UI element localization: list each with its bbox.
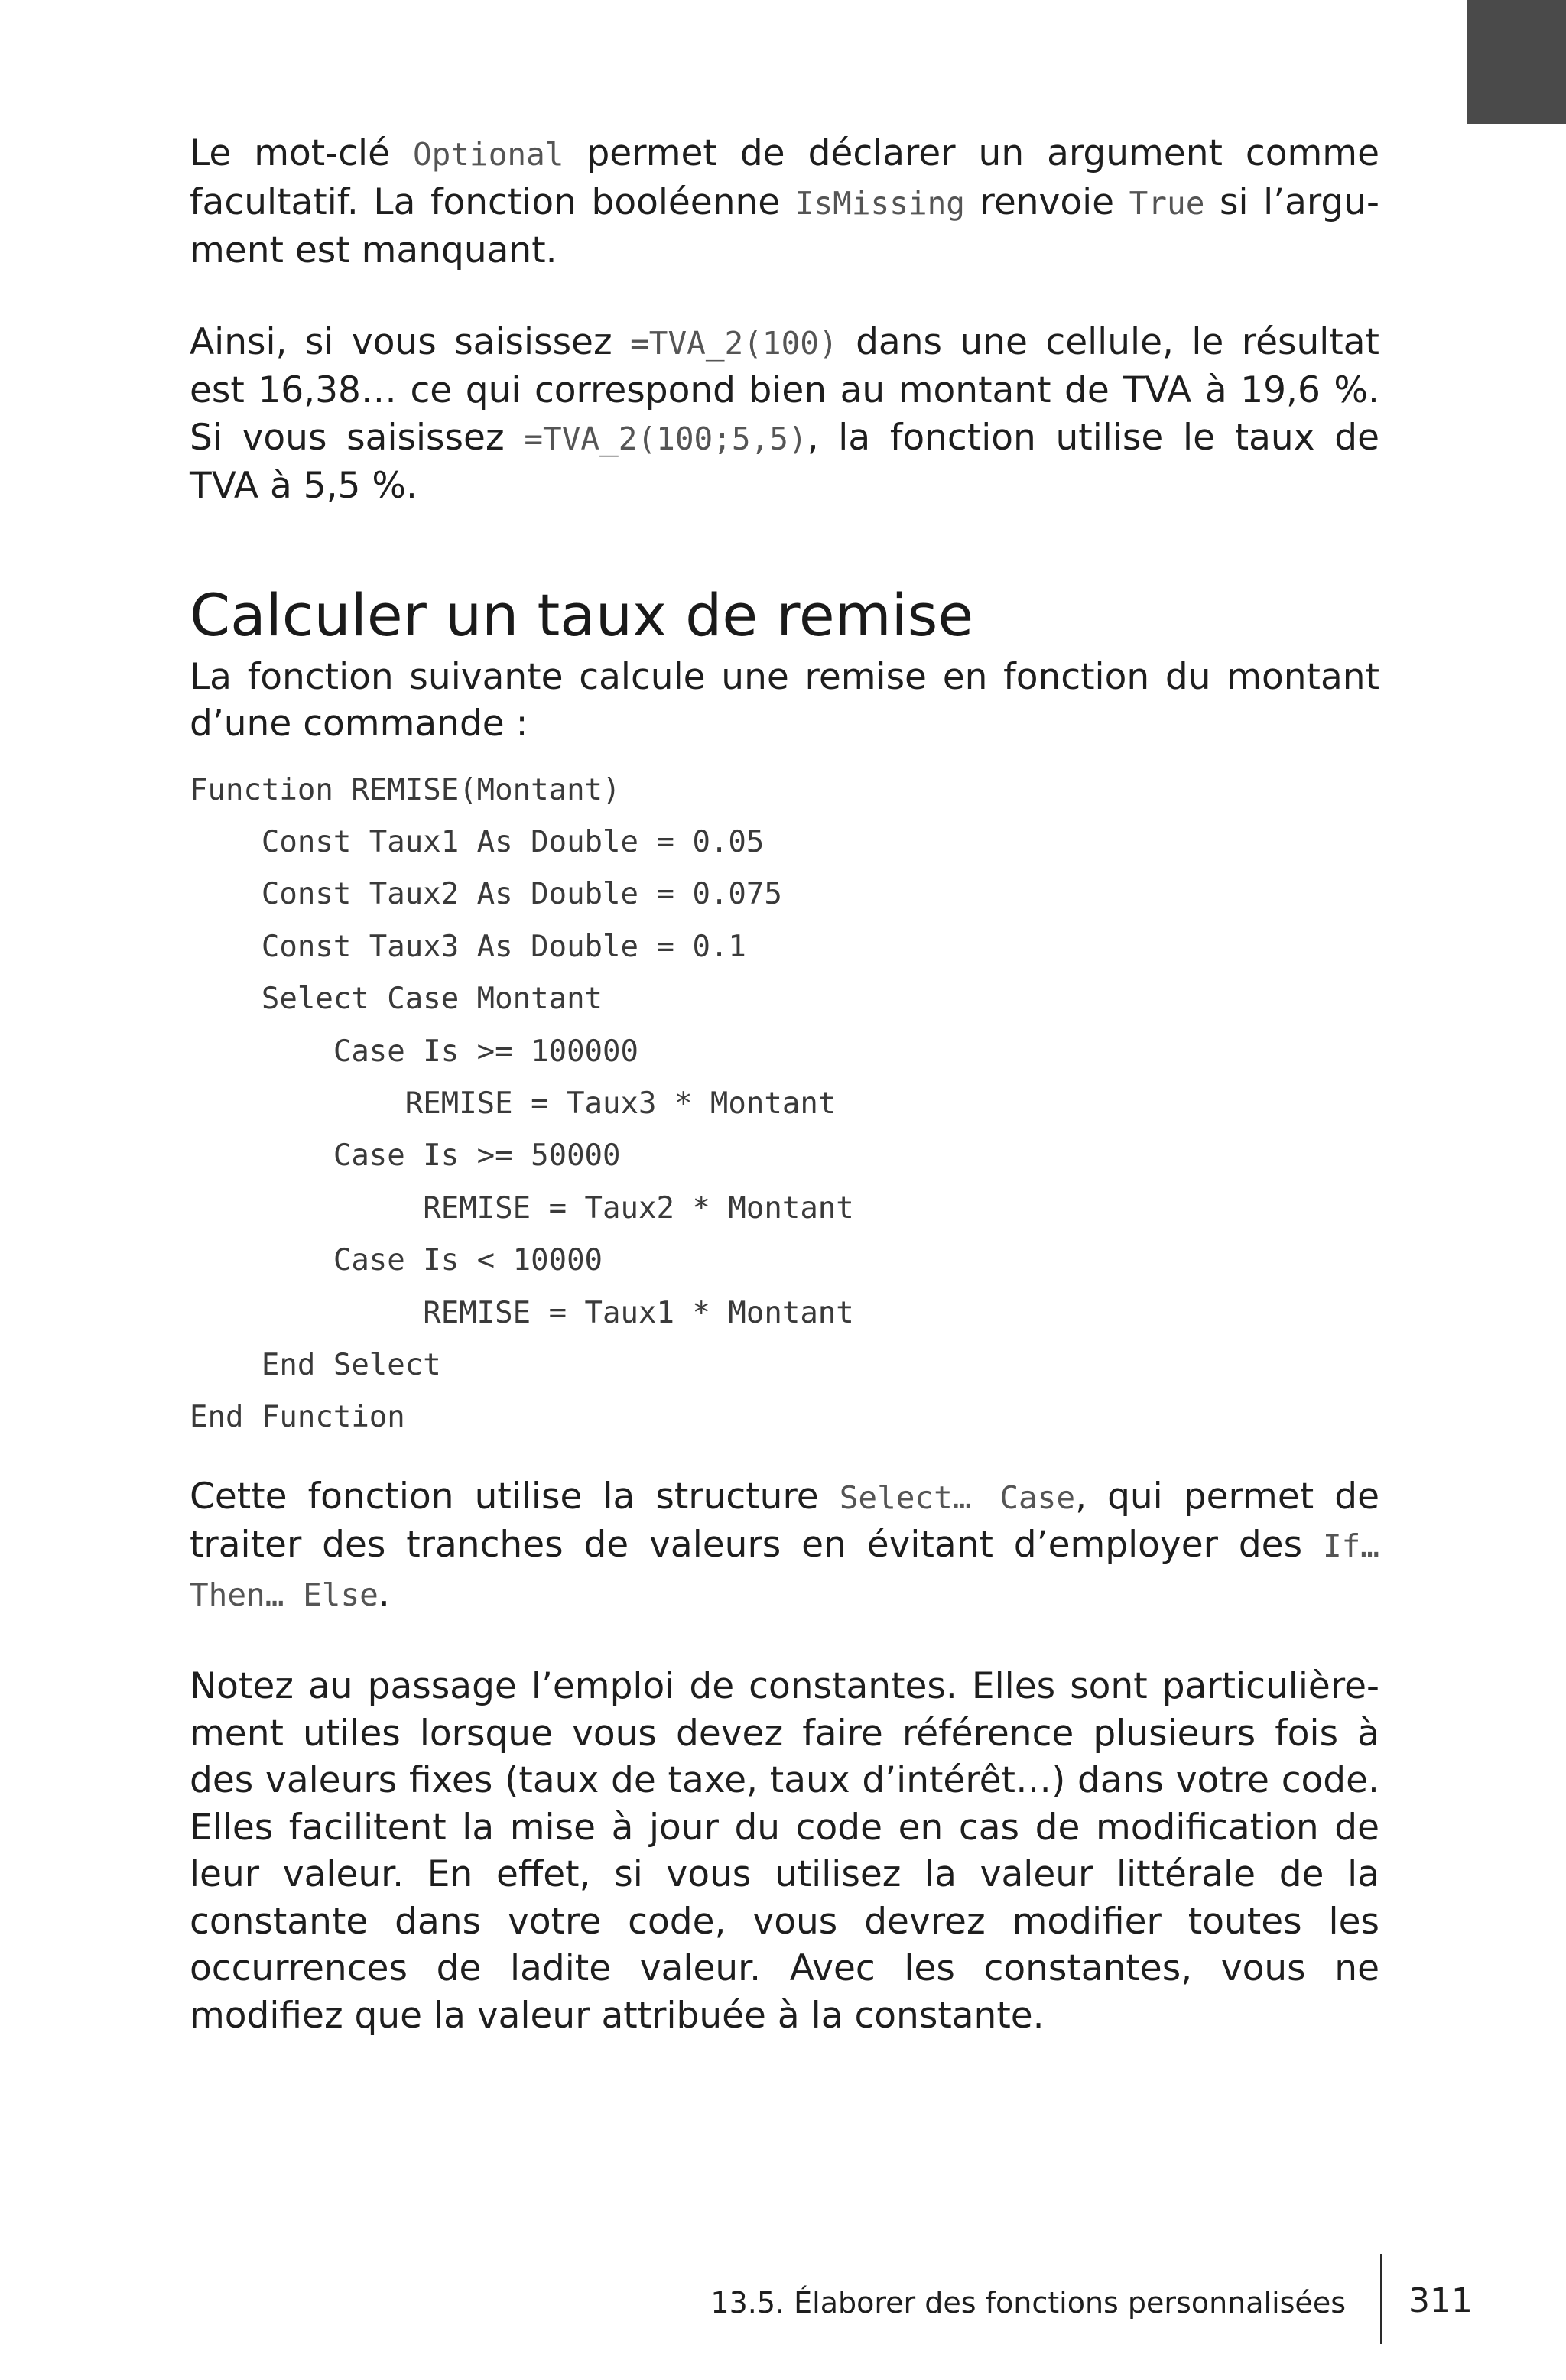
text-run: si l’argument est manquant. [190, 180, 1380, 271]
code-line: Case Is >= 50000 [190, 1138, 621, 1174]
text-run: permet de déclarer un argument comme facultatif. La fonction booléenne [190, 132, 1379, 223]
code-line: Case Is >= 100000 [190, 1034, 638, 1069]
page-footer [0, 2254, 1566, 2346]
code-ismissing: IsMissing [794, 184, 965, 222]
footer-divider [1380, 2254, 1382, 2344]
running-footer-section: 13.5. Élaborer des fonctions personnalisées [710, 2286, 1346, 2320]
code-select-case: Select… Case [839, 1479, 1076, 1516]
code-line: REMISE = Taux2 * Montant [190, 1190, 854, 1226]
code-line: Function REMISE(Montant) [190, 772, 621, 807]
text-run: Cette fonction utilise la structure [190, 1475, 840, 1518]
text-run: renvoie [964, 180, 1129, 223]
paragraph-select-case [190, 1473, 1379, 1619]
code-line: End Select [190, 1347, 441, 1382]
page-body [190, 130, 1379, 2039]
code-tva-100-55: =TVA_2(100;5,5) [524, 420, 807, 457]
paragraph-optional-keyword [190, 130, 1379, 274]
code-optional: Optional [413, 136, 564, 173]
section-intro: La fonction suivante calcule une remise en fonction du montant d’une commande : [190, 655, 1379, 745]
section-heading: Calculer un taux de remise [190, 580, 974, 649]
text-run: , qui permet de traiter des tranches de valeurs en évitant d’employer des [190, 1475, 1379, 1567]
code-line: Select Case Montant [190, 982, 603, 1017]
code-line: Const Taux3 As Double = 0.1 [190, 929, 746, 964]
chapter-tab-marker [1467, 0, 1566, 124]
code-line: End Function [190, 1400, 405, 1435]
code-line: Const Taux1 As Double = 0.05 [190, 824, 765, 859]
code-true: True [1129, 184, 1205, 222]
code-line: Case Is < 10000 [190, 1243, 603, 1278]
code-line: Const Taux2 As Double = 0.075 [190, 877, 782, 912]
paragraph-constants: Notez au passage l’emploi de constantes. Elles sont particulièrement utiles lorsque vous devez faire référence plusieurs fois à des valeurs fixes (taux de taxe, taux d’intérêt…) dans votre code. Elles facilitent la mise à jour du code en cas de modification de leur valeur. En effet, si vous utilisez la valeur littérale de la constante dans votre code, vous devrez modifier toutes les occurrences de ladite valeur. Avec les constantes, vous ne modifiez que la valeur attribuée à la constante. [190, 1665, 1379, 2037]
text-run: . [378, 1572, 390, 1615]
code-line: REMISE = Taux1 * Montant [190, 1295, 854, 1330]
text-run: Le mot-clé [190, 132, 413, 174]
text-run: dans une cellule, le résultat est 16,38… ce qui correspond bien au montant de TVA à 19,6 %. Si vous saisissez [190, 320, 1379, 459]
paragraph-tva-example [190, 319, 1379, 510]
text-run: , la fonction utilise le taux de TVA à 5,5 %. [190, 416, 1380, 507]
code-tva-100: =TVA_2(100) [630, 324, 838, 362]
code-line: REMISE = Taux3 * Montant [190, 1086, 837, 1121]
page-number: 311 [1408, 2281, 1473, 2320]
code-if-then-else: If… Then… Else [190, 1528, 1379, 1613]
text-run: Ainsi, si vous saisissez [190, 320, 631, 363]
code-block [190, 765, 1379, 1444]
